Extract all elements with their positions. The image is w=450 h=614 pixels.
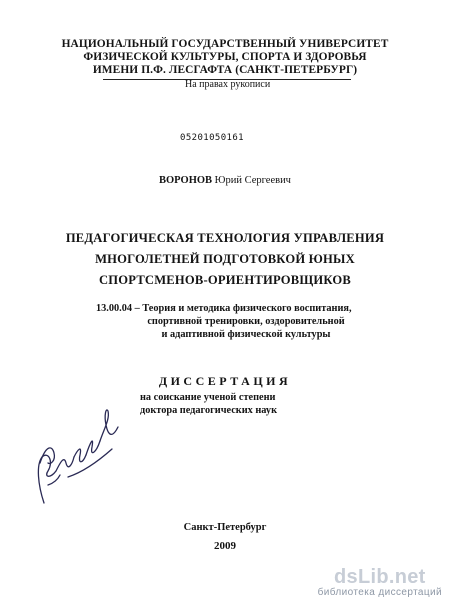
institution-line: ИМЕНИ П.Ф. ЛЕСГАФТА (САНКТ-ПЕТЕРБУРГ)	[92, 64, 358, 76]
watermark	[318, 566, 442, 598]
specialty-line: спортивной тренировки, оздоровительной	[147, 316, 345, 327]
institution-line: НАЦИОНАЛЬНЫЙ ГОСУДАРСТВЕННЫЙ УНИВЕРСИТЕТ	[61, 38, 389, 50]
handwritten-signature	[20, 405, 130, 515]
watermark-logo: dsLib.net	[334, 566, 426, 588]
rights-note: На правах рукописи	[185, 79, 271, 90]
specialty-line: и адаптивной физической культуры	[161, 329, 331, 340]
document-type: ДИССЕРТАЦИЯ	[158, 374, 292, 388]
title-line: СПОРТСМЕНОВ-ОРИЕНТИРОВЩИКОВ	[98, 273, 352, 287]
degree-line: на соискание ученой степени	[140, 392, 276, 403]
author-surname: ВОРОНОВ	[159, 175, 213, 186]
institution-name	[0, 38, 450, 77]
year: 2009	[214, 540, 236, 552]
title-line: МНОГОЛЕТНЕЙ ПОДГОТОВКОЙ ЮНЫХ	[95, 252, 355, 266]
author-given-names: Юрий Сергеевич	[214, 175, 291, 186]
catalog-code: 05201050161	[180, 133, 245, 143]
city: Санкт-Петербург	[183, 522, 267, 533]
specialty-line: 13.00.04 – Теория и методика физического воспитания,	[96, 303, 352, 314]
author-name	[0, 175, 450, 186]
degree-statement	[140, 391, 277, 417]
degree-line: доктора педагогических наук	[140, 405, 278, 416]
dissertation-title	[0, 228, 450, 291]
title-line: ПЕДАГОГИЧЕСКАЯ ТЕХНОЛОГИЯ УПРАВЛЕНИЯ	[65, 231, 385, 245]
specialty	[96, 302, 396, 341]
institution-line: ФИЗИЧЕСКОЙ КУЛЬТУРЫ, СПОРТА И ЗДОРОВЬЯ	[83, 51, 367, 63]
watermark-subtitle: библиотека диссертаций	[317, 587, 442, 598]
